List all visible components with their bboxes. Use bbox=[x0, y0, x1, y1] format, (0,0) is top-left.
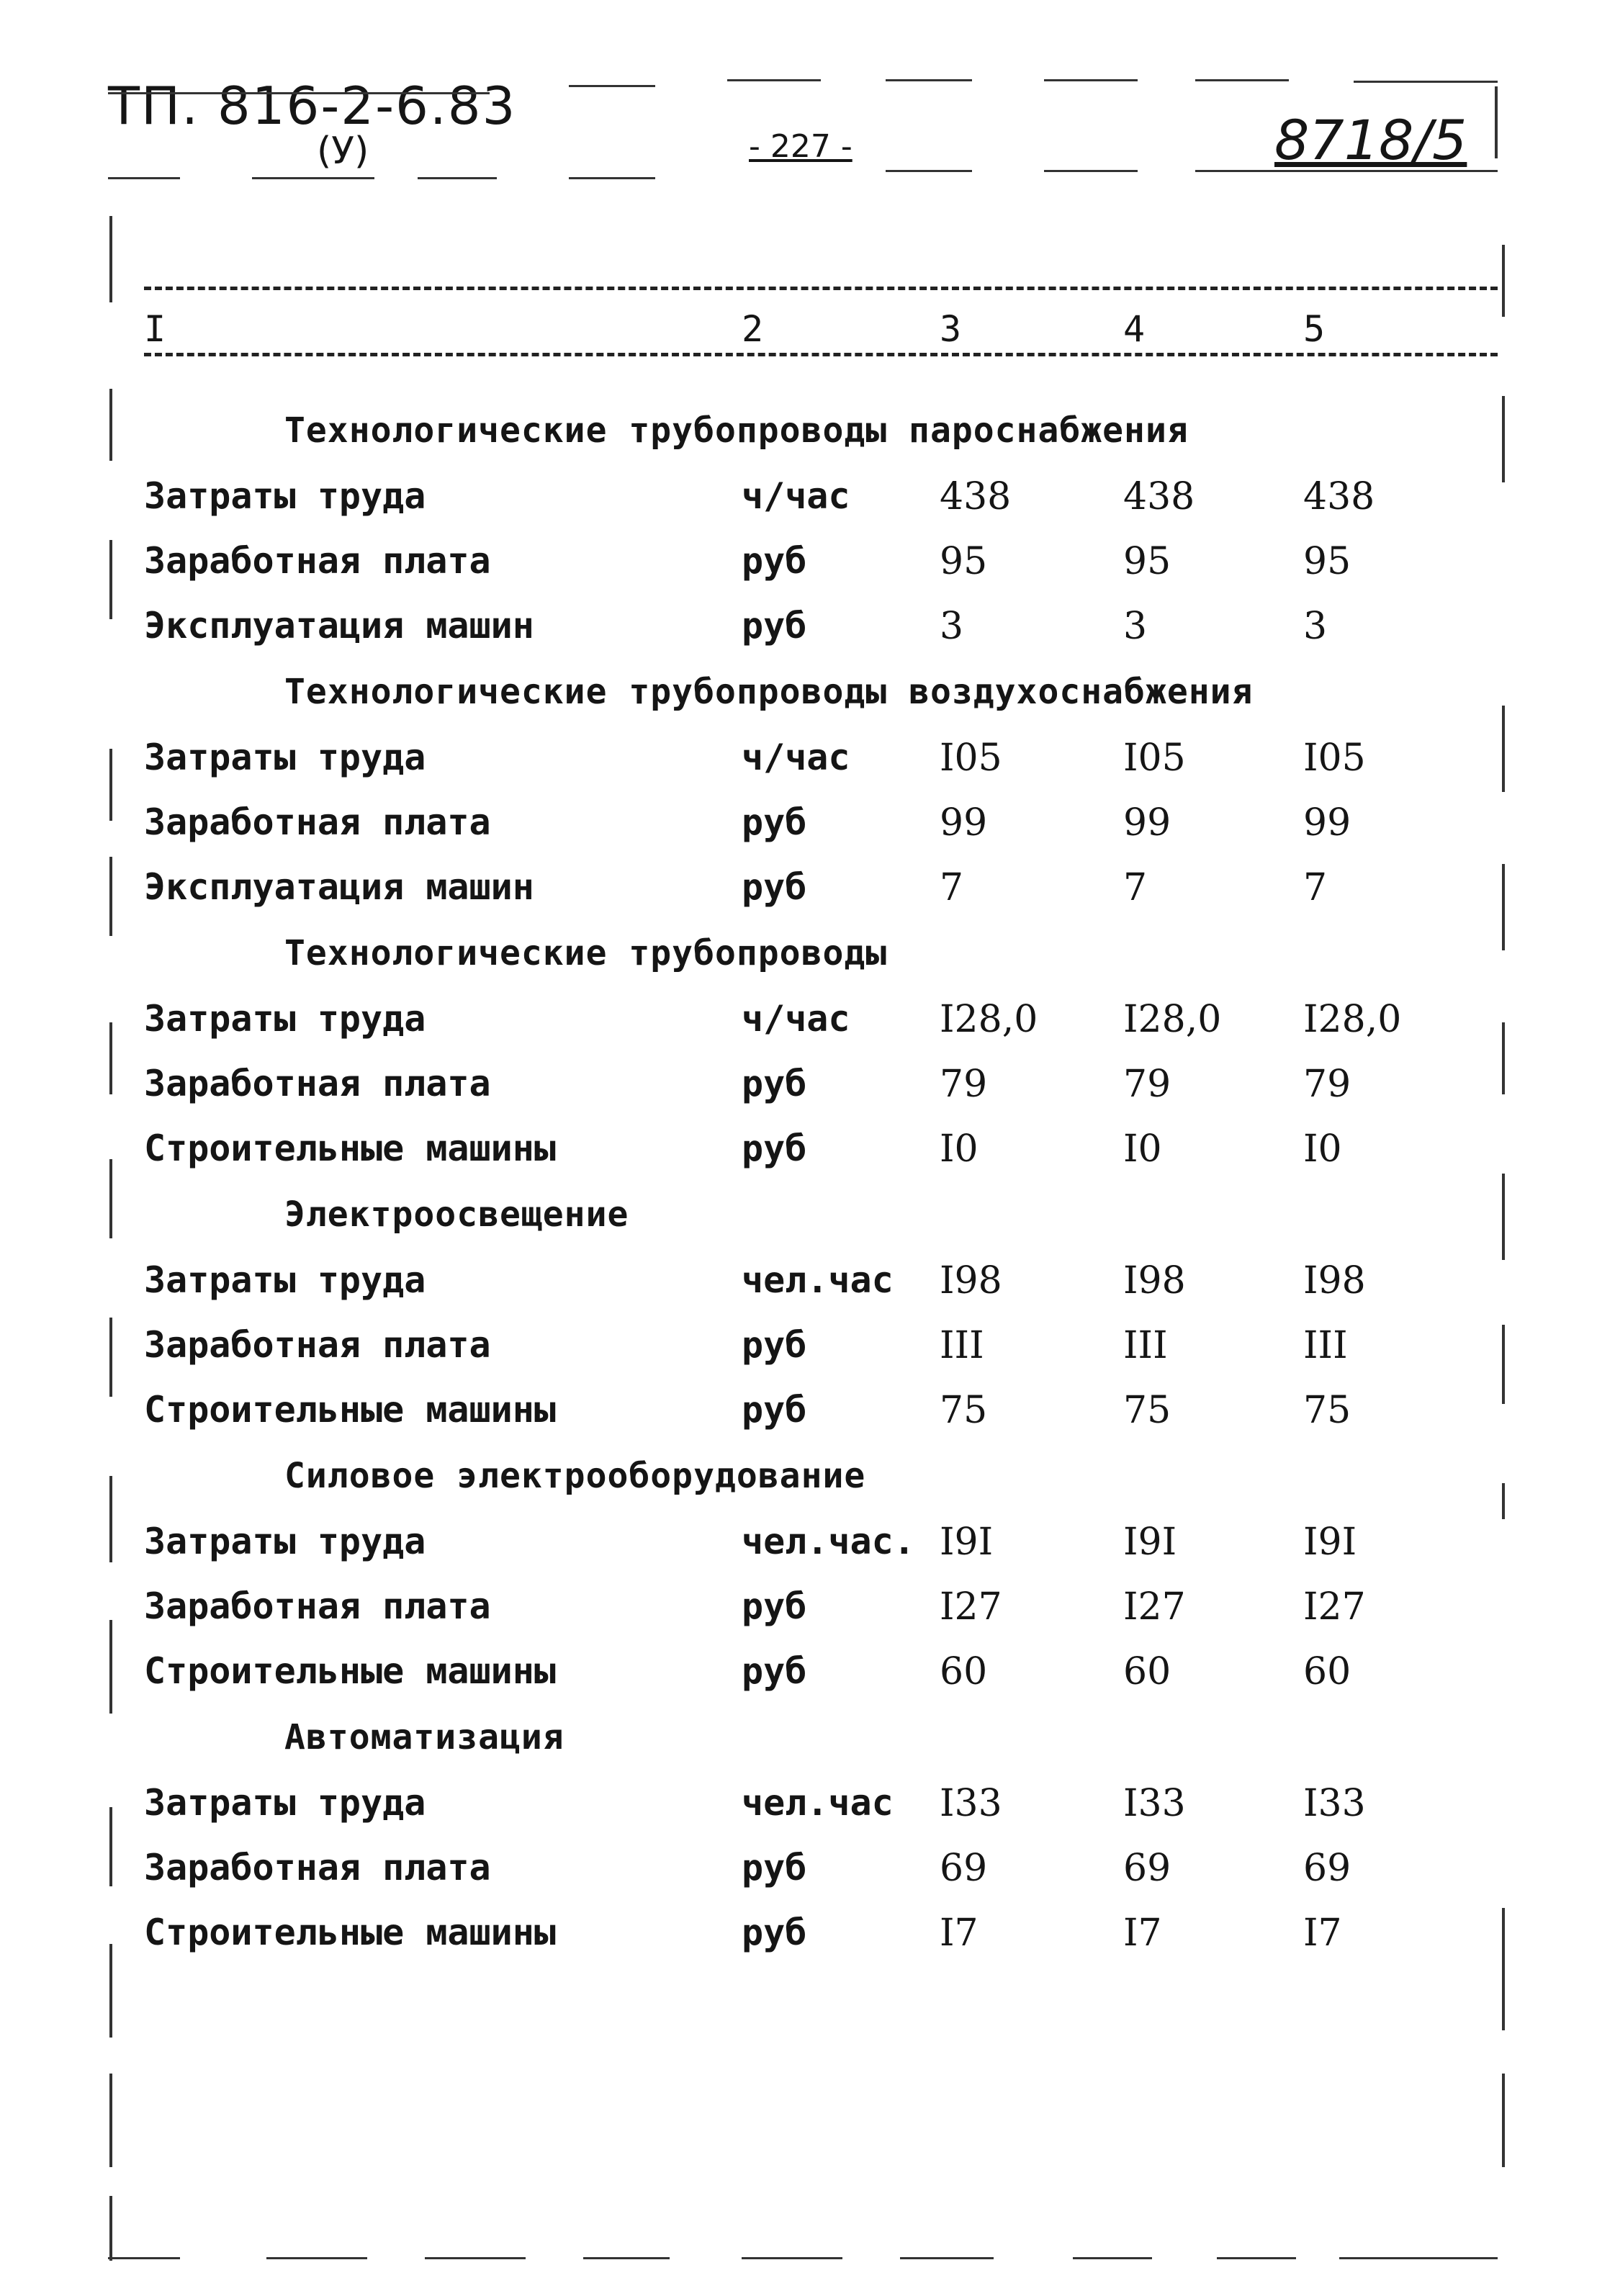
value-col-4: 3 bbox=[1123, 605, 1148, 648]
frame-left bbox=[109, 1476, 112, 1562]
frame-bottom bbox=[425, 2257, 526, 2259]
row-unit: ч/час bbox=[742, 737, 850, 778]
header-rule bbox=[1195, 79, 1289, 81]
value-col-5: I7 bbox=[1303, 1912, 1342, 1955]
row-unit: чел.час bbox=[742, 1259, 894, 1301]
frame-right bbox=[1502, 864, 1505, 950]
frame-left bbox=[109, 857, 112, 936]
row-name: Затраты труда bbox=[144, 737, 426, 778]
column-number-1: I bbox=[144, 308, 166, 350]
frame-bottom bbox=[108, 2257, 180, 2259]
value-col-3: I27 bbox=[940, 1585, 1002, 1629]
frame-left bbox=[109, 1944, 112, 2038]
header-bottom-rule bbox=[252, 177, 374, 179]
value-col-3: I33 bbox=[940, 1782, 1002, 1825]
section-title: Автоматизация bbox=[284, 1717, 564, 1757]
frame-left bbox=[109, 216, 112, 302]
row-unit: руб bbox=[742, 1127, 807, 1169]
header-frame-right bbox=[1495, 86, 1498, 158]
frame-right bbox=[1502, 1908, 1505, 2030]
row-name: Затраты труда bbox=[144, 1521, 426, 1562]
row-unit: руб bbox=[742, 1650, 807, 1692]
row-name: Заработная плата bbox=[144, 1063, 491, 1104]
frame-bottom bbox=[900, 2257, 994, 2259]
value-col-5: 438 bbox=[1303, 475, 1375, 518]
column-number-4: 4 bbox=[1123, 308, 1146, 350]
value-col-5: 7 bbox=[1303, 866, 1328, 909]
row-unit: ч/час bbox=[742, 475, 850, 517]
value-col-3: 99 bbox=[940, 801, 988, 845]
row-name: Затраты труда bbox=[144, 998, 426, 1040]
row-name: Затраты труда bbox=[144, 1782, 426, 1824]
frame-left bbox=[109, 389, 112, 461]
frame-right bbox=[1502, 396, 1505, 482]
frame-bottom bbox=[266, 2257, 367, 2259]
value-col-5: 75 bbox=[1303, 1389, 1351, 1432]
value-col-4: I33 bbox=[1123, 1782, 1186, 1825]
column-number-5: 5 bbox=[1303, 308, 1326, 350]
row-unit: чел.час bbox=[742, 1782, 894, 1824]
value-col-5: I27 bbox=[1303, 1585, 1366, 1629]
frame-bottom bbox=[1217, 2257, 1296, 2259]
header-bottom-rule bbox=[1044, 170, 1138, 172]
frame-right bbox=[1502, 1022, 1505, 1094]
section-title: Технологические трубопроводы bbox=[284, 933, 888, 973]
frame-bottom bbox=[583, 2257, 670, 2259]
header-bottom-rule bbox=[108, 177, 180, 179]
frame-right bbox=[1502, 1483, 1505, 1519]
value-col-4: I27 bbox=[1123, 1585, 1186, 1629]
frame-right bbox=[1502, 1325, 1505, 1404]
value-col-3: I28,0 bbox=[940, 998, 1038, 1041]
value-col-3: III bbox=[940, 1324, 984, 1367]
value-col-5: I9I bbox=[1303, 1521, 1357, 1564]
frame-left bbox=[109, 540, 112, 619]
document-number: 8718/5 bbox=[1274, 108, 1467, 172]
value-col-4: I05 bbox=[1123, 737, 1186, 780]
value-col-4: 60 bbox=[1123, 1650, 1171, 1693]
header-band-bottom-rule bbox=[144, 353, 1498, 356]
frame-right bbox=[1502, 245, 1505, 317]
value-col-5: I0 bbox=[1303, 1127, 1342, 1171]
header-rule bbox=[886, 79, 972, 81]
value-col-3: 95 bbox=[940, 540, 988, 583]
frame-left bbox=[109, 2074, 112, 2167]
row-unit: руб bbox=[742, 1324, 807, 1366]
row-name: Заработная плата bbox=[144, 540, 491, 582]
frame-right bbox=[1502, 1174, 1505, 1260]
row-unit: руб bbox=[742, 1389, 807, 1431]
header-top-rule bbox=[108, 92, 490, 94]
row-unit: руб bbox=[742, 1063, 807, 1104]
row-unit: руб bbox=[742, 1585, 807, 1627]
frame-left bbox=[109, 1159, 112, 1238]
value-col-4: I0 bbox=[1123, 1127, 1162, 1171]
section-title: Силовое электрооборудование bbox=[284, 1456, 866, 1496]
section-title: Технологические трубопроводы пароснабжения bbox=[284, 410, 1189, 451]
row-name: Строительные машины bbox=[144, 1127, 556, 1169]
page-number: - 227 - bbox=[749, 128, 853, 165]
value-col-3: 3 bbox=[940, 605, 964, 648]
header-bottom-rule bbox=[569, 177, 655, 179]
value-col-3: 79 bbox=[940, 1063, 988, 1106]
header-rule bbox=[1044, 79, 1138, 81]
frame-left bbox=[109, 1022, 112, 1094]
row-name: Строительные машины bbox=[144, 1389, 556, 1431]
value-col-5: I28,0 bbox=[1303, 998, 1402, 1041]
value-col-5: III bbox=[1303, 1324, 1348, 1367]
value-col-5: I98 bbox=[1303, 1259, 1366, 1302]
frame-bottom bbox=[1073, 2257, 1152, 2259]
value-col-5: I05 bbox=[1303, 737, 1366, 780]
value-col-4: 69 bbox=[1123, 1847, 1171, 1890]
value-col-4: 75 bbox=[1123, 1389, 1171, 1432]
frame-right bbox=[1502, 2074, 1505, 2167]
value-col-5: 79 bbox=[1303, 1063, 1351, 1106]
header-bottom-rule bbox=[1195, 170, 1498, 172]
value-col-5: 95 bbox=[1303, 540, 1351, 583]
section-title: Технологические трубопроводы воздухоснабжения bbox=[284, 672, 1254, 712]
row-name: Строительные машины bbox=[144, 1912, 556, 1953]
value-col-5: 99 bbox=[1303, 801, 1351, 845]
section-title: Электроосвещение bbox=[284, 1194, 629, 1235]
frame-left bbox=[109, 1620, 112, 1714]
value-col-4: 95 bbox=[1123, 540, 1171, 583]
value-col-3: I05 bbox=[940, 737, 1002, 780]
frame-left bbox=[109, 1807, 112, 1886]
value-col-4: III bbox=[1123, 1324, 1168, 1367]
row-unit: руб bbox=[742, 605, 807, 647]
row-unit: руб bbox=[742, 1912, 807, 1953]
frame-right bbox=[1502, 706, 1505, 792]
value-col-3: 7 bbox=[940, 866, 964, 909]
frame-bottom bbox=[742, 2257, 842, 2259]
frame-left bbox=[109, 749, 112, 821]
value-col-5: 60 bbox=[1303, 1650, 1351, 1693]
value-col-3: 69 bbox=[940, 1847, 988, 1890]
frame-left bbox=[109, 1318, 112, 1397]
header-band-top-rule bbox=[144, 287, 1498, 290]
header-rule bbox=[1354, 81, 1498, 83]
column-number-2: 2 bbox=[742, 308, 764, 350]
row-name: Эксплуатация машин bbox=[144, 866, 534, 908]
header-bottom-rule bbox=[418, 177, 497, 179]
header-rule bbox=[727, 79, 821, 81]
value-col-4: I28,0 bbox=[1123, 998, 1222, 1041]
value-col-3: I9I bbox=[940, 1521, 994, 1564]
column-number-3: 3 bbox=[940, 308, 962, 350]
header-bottom-rule bbox=[886, 170, 972, 172]
value-col-3: I0 bbox=[940, 1127, 979, 1171]
value-col-3: 60 bbox=[940, 1650, 988, 1693]
value-col-5: 69 bbox=[1303, 1847, 1351, 1890]
value-col-4: 7 bbox=[1123, 866, 1148, 909]
row-unit: руб bbox=[742, 801, 807, 843]
row-name: Затраты труда bbox=[144, 1259, 426, 1301]
row-name: Строительные машины bbox=[144, 1650, 556, 1692]
row-unit: ч/час bbox=[742, 998, 850, 1040]
row-name: Заработная плата bbox=[144, 1585, 491, 1627]
value-col-4: I7 bbox=[1123, 1912, 1162, 1955]
row-name: Заработная плата bbox=[144, 801, 491, 843]
document-code-suffix: (У) bbox=[317, 130, 369, 173]
value-col-4: 438 bbox=[1123, 475, 1195, 518]
value-col-4: 99 bbox=[1123, 801, 1171, 845]
document-code: ТП. 816-2-6.83 bbox=[108, 76, 517, 136]
header-rule bbox=[569, 85, 655, 87]
value-col-4: 79 bbox=[1123, 1063, 1171, 1106]
row-name: Заработная плата bbox=[144, 1324, 491, 1366]
row-name: Эксплуатация машин bbox=[144, 605, 534, 647]
row-unit: руб bbox=[742, 1847, 807, 1888]
frame-bottom bbox=[1339, 2257, 1498, 2259]
value-col-4: I98 bbox=[1123, 1259, 1186, 1302]
value-col-3: I98 bbox=[940, 1259, 1002, 1302]
row-unit: чел.час. bbox=[742, 1521, 915, 1562]
row-name: Затраты труда bbox=[144, 475, 426, 517]
frame-left bbox=[109, 2196, 112, 2261]
value-col-5: 3 bbox=[1303, 605, 1328, 648]
row-unit: руб bbox=[742, 540, 807, 582]
value-col-3: I7 bbox=[940, 1912, 979, 1955]
value-col-4: I9I bbox=[1123, 1521, 1177, 1564]
row-unit: руб bbox=[742, 866, 807, 908]
value-col-5: I33 bbox=[1303, 1782, 1366, 1825]
value-col-3: 75 bbox=[940, 1389, 988, 1432]
value-col-3: 438 bbox=[940, 475, 1012, 518]
row-name: Заработная плата bbox=[144, 1847, 491, 1888]
